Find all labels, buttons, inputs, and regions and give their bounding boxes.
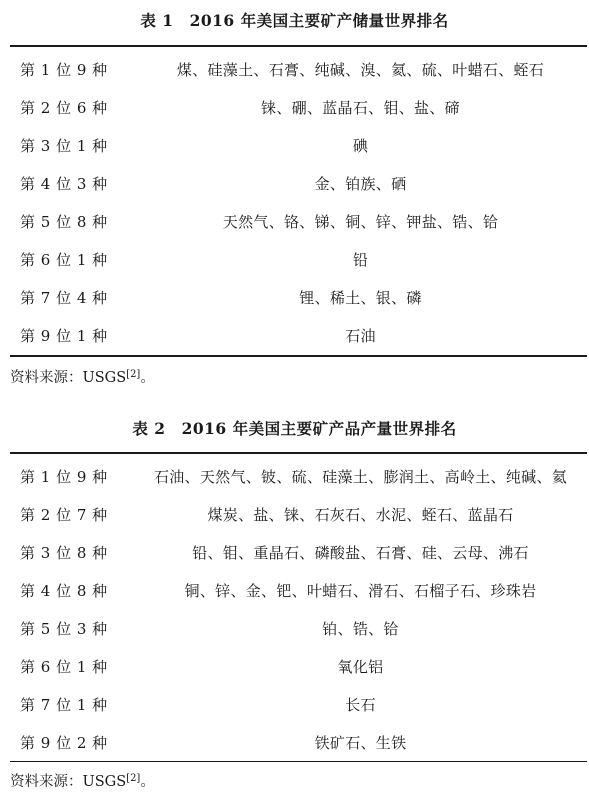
minerals-cell: 煤炭、盐、铼、石灰石、水泥、蛭石、蓝晶石 <box>207 506 514 524</box>
table-1-top-rule <box>10 45 587 47</box>
table-row <box>10 317 587 355</box>
minerals-cell: 铅、钼、重晶石、磷酸盐、石膏、硅、云母、沸石 <box>192 544 529 562</box>
table-2-top-rule <box>10 452 587 454</box>
table-row <box>10 534 587 572</box>
table-row <box>10 51 587 89</box>
rank-cell: 第 7 位 4 种 <box>20 289 108 307</box>
rank-cell: 第 5 位 3 种 <box>20 620 108 638</box>
rank-cell: 第 5 位 8 种 <box>20 213 108 231</box>
source-end: 。 <box>140 774 155 790</box>
table-2-source-note <box>10 770 155 791</box>
table-2-caption <box>0 408 589 450</box>
table-1 <box>0 0 589 386</box>
minerals-cell: 铂、锆、铪 <box>322 620 399 638</box>
table-row <box>10 165 587 203</box>
reference-mark: [2] <box>126 369 141 380</box>
rank-cell: 第 1 位 9 种 <box>20 61 108 79</box>
table-row <box>10 127 587 165</box>
table-row <box>10 572 587 610</box>
rank-cell: 第 4 位 8 种 <box>20 582 108 600</box>
table-1-title: 2016 年美国主要矿产储量世界排名 <box>189 11 449 30</box>
table-row <box>10 279 587 317</box>
minerals-cell: 铜、锌、金、钯、叶蜡石、滑石、石榴子石、珍珠岩 <box>184 582 537 600</box>
minerals-cell: 铅 <box>352 251 369 269</box>
rank-cell: 第 6 位 1 种 <box>20 658 108 676</box>
table-2-bottom-rule <box>10 761 587 762</box>
source-text: 资料来源：USGS <box>10 370 127 386</box>
table-row <box>10 203 587 241</box>
table-row <box>10 686 587 724</box>
rank-cell: 第 9 位 2 种 <box>20 734 108 752</box>
source-end: 。 <box>140 370 155 386</box>
minerals-cell: 石油 <box>345 327 376 345</box>
reference-mark: [2] <box>126 773 141 784</box>
table-row <box>10 610 587 648</box>
table-2 <box>0 408 589 790</box>
rank-cell: 第 3 位 8 种 <box>20 544 108 562</box>
minerals-cell: 氧化铝 <box>337 658 384 676</box>
minerals-cell: 天然气、铬、锑、铜、锌、钾盐、锆、铪 <box>222 213 499 231</box>
table-1-source-note <box>10 366 155 387</box>
minerals-cell: 锂、稀土、银、磷 <box>299 289 422 307</box>
table-1-body <box>10 51 587 355</box>
rank-cell: 第 1 位 9 种 <box>20 468 108 486</box>
rank-cell: 第 9 位 1 种 <box>20 327 108 345</box>
table-row <box>10 89 587 127</box>
minerals-cell: 煤、硅藻土、石膏、纯碱、溴、氦、硫、叶蜡石、蛭石 <box>176 61 545 79</box>
table-2-title: 2016 年美国主要矿产品产量世界排名 <box>181 419 457 438</box>
table-2-number: 表 2 <box>132 419 166 438</box>
table-row <box>10 724 587 762</box>
rank-cell: 第 6 位 1 种 <box>20 251 108 269</box>
minerals-cell: 铼、硼、蓝晶石、钼、盐、碲 <box>261 99 460 117</box>
table-1-number: 表 1 <box>140 11 174 30</box>
table-row <box>10 496 587 534</box>
minerals-cell: 石油、天然气、铍、硫、硅藻土、膨润土、高岭土、纯碱、氦 <box>153 468 568 486</box>
minerals-cell: 铁矿石、生铁 <box>314 734 407 752</box>
minerals-cell: 碘 <box>352 137 369 155</box>
table-row <box>10 458 587 496</box>
table-2-body <box>10 458 587 762</box>
minerals-cell: 长石 <box>345 696 376 714</box>
rank-cell: 第 2 位 7 种 <box>20 506 108 524</box>
table-1-bottom-rule <box>10 355 587 357</box>
table-row <box>10 648 587 686</box>
minerals-cell: 金、铂族、硒 <box>314 175 407 193</box>
rank-cell: 第 4 位 3 种 <box>20 175 108 193</box>
table-1-caption <box>0 0 589 42</box>
rank-cell: 第 2 位 6 种 <box>20 99 108 117</box>
rank-cell: 第 3 位 1 种 <box>20 137 108 155</box>
rank-cell: 第 7 位 1 种 <box>20 696 108 714</box>
table-row <box>10 241 587 279</box>
source-text: 资料来源：USGS <box>10 774 127 790</box>
